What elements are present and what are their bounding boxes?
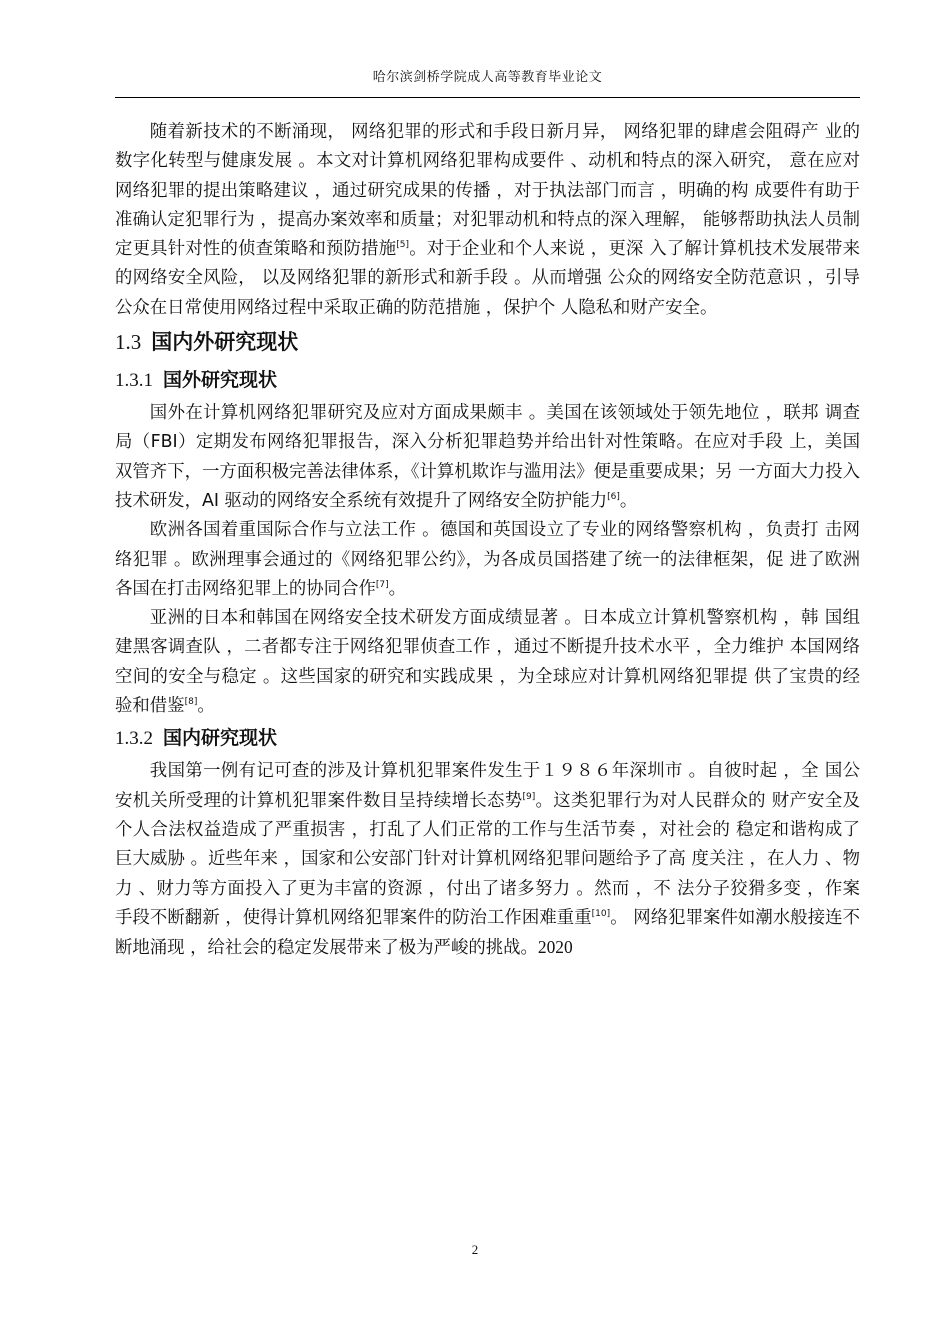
paragraph-text: 亚洲的日本和韩国在网络安全技术研发方面成绩显著 。日本成立计算机警察机构 ，韩 国组建黑客调查队 ，二者都专注于网络犯罪侦查工作 ，通过不断提升技术水平 ，全力维护 本国网络空间的安全与稳定 。这些国家的研究和实践成果 ，为全球应对计算机网络犯罪提 供了宝贵的经验和借鉴 xyxy=(115,608,860,717)
section-heading xyxy=(115,323,860,363)
paragraph-asia xyxy=(115,604,860,721)
running-header: 哈尔滨剑桥学院成人高等教育毕业论文 xyxy=(372,70,603,85)
section-title: 国内外研究现状 xyxy=(151,330,299,355)
paragraph-text: 国外在计算机网络犯罪研究及应对方面成果颇丰 。美国在该领域处于领先地位 ，联邦 调查局（FBI）定期发布网络犯罪报告，深入分析犯罪趋势并给出针对性策略。在应对手段 上，美国双管齐下，一方面积极完善法律体系，《计算机欺诈与滥用法》便是重要成果；另 一方面大力投入技术研发，AI 驱动的网络安全系统有效提升了网络安全防护能力 xyxy=(115,403,860,511)
subsection-number: 1.3.1 xyxy=(115,370,153,392)
paragraph-text: 。 xyxy=(619,490,638,511)
page-body xyxy=(115,118,860,963)
paragraph-text: 。这类犯罪行为对人民群众的 财产安全及个人合法权益造成了严重损害 ，打乱了人们正常的工作与生活节奏 ，对社会的 稳定和谐构成了巨大威胁 。近些年来 ，国家和公安部门针对计算机网络犯罪问题给予了高 度关注 ，在人力 、物力 、财力等方面投入了更为丰富的资源 ，付出了诸多努力 。然而 ，不 法分子狡猾多变 ，作案手段不断翻新 ，使得计算机网络犯罪案件的防治工作困难重重 xyxy=(115,790,860,928)
subsection-number: 1.3.2 xyxy=(115,728,153,750)
paragraph-text: 欧洲各国着重国际合作与立法工作 。德国和英国设立了专业的网络警察机构 ，负责打 击网络犯罪 。欧洲理事会通过的《网络犯罪公约》，为各成员国搭建了统一的法律框架，促 进了欧洲各国在打击网络犯罪上的协同合作 xyxy=(115,520,860,599)
citation-ref: [5] xyxy=(396,240,410,251)
paragraph-motivation xyxy=(115,118,860,323)
paragraph-text: 我国第一例有记可查的涉及计算机犯罪案件发生于１９８６年深圳市 。自彼时起 ，全 国公安机关所受理的计算机犯罪案件数目呈持续增长态势 xyxy=(115,761,860,811)
paragraph-europe xyxy=(115,516,860,604)
subsection-heading xyxy=(115,363,860,399)
citation-ref: [9] xyxy=(522,791,536,802)
page-number: 2 xyxy=(471,1242,479,1257)
paragraph-usa xyxy=(115,399,860,516)
citation-ref: [6] xyxy=(607,492,620,503)
subsection-heading xyxy=(115,721,860,757)
subsection-title: 国内研究现状 xyxy=(163,727,278,750)
citation-ref: [8] xyxy=(184,697,198,708)
paragraph-domestic xyxy=(115,757,860,963)
paragraph-text: 。 xyxy=(388,578,407,599)
citation-ref: [10] xyxy=(591,909,611,920)
paragraph-text: 。 xyxy=(197,696,215,717)
paragraph-text: 。对于企业和个人来说 ，更深 入了解计算机技术发展带来的网络安全风险， 以及网络犯罪的新形式和新手段 。从而增强 公众的网络安全防范意识 ，引导公众在日常使用网络过程中采取正确的防范措施 ，保护个 人隐私和财产安全。 xyxy=(115,239,860,318)
section-number: 1.3 xyxy=(115,330,142,355)
paragraph-text: 随着新技术的不断涌现， 网络犯罪的形式和手段日新月异， 网络犯罪的肆虐会阻碍产 业的数字化转型与健康发展 。本文对计算机网络犯罪构成要件 、动机和特点的深入研究， 意在应对网络犯罪的提出策略建议 ，通过研究成果的传播 ，对于执法部门而言 ，明确的构 成要件有助于准确认定犯罪行为 ，提高办案效率和质量；对犯罪动机和特点的深入理解， 能够帮助执法人员制定更具针对性的侦查策略和预防措施 xyxy=(115,122,860,260)
header-rule xyxy=(115,97,860,98)
paragraph-text: 。 网络犯罪案件如潮水般接连不断地涌现 ，给社会的稳定发展带来了极为严峻的挑战。 xyxy=(115,907,861,959)
citation-ref: [7] xyxy=(375,580,389,591)
subsection-title: 国外研究现状 xyxy=(163,369,278,392)
year-text: 2020 xyxy=(537,937,573,958)
